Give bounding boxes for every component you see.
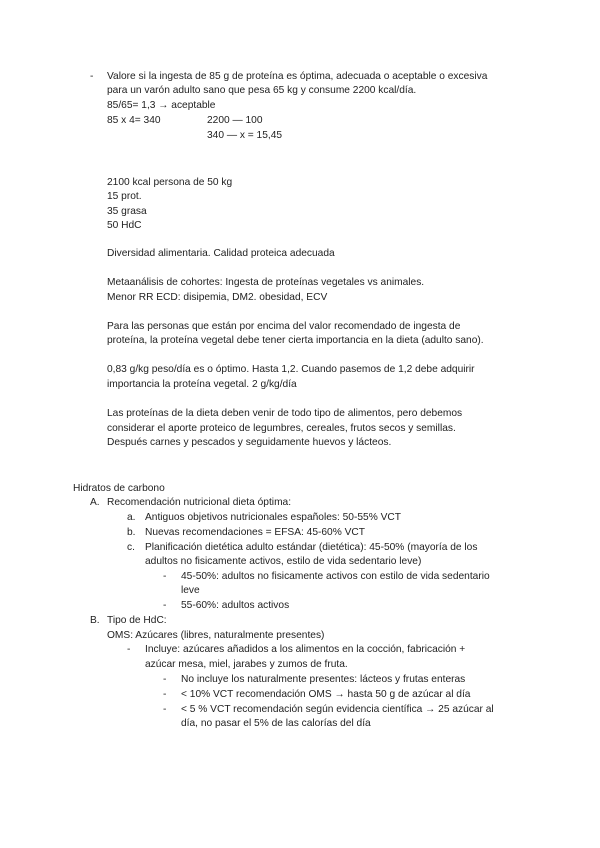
incluye-line-1: Incluye: azúcares añadidos a los alimentos en la cocción, fabricación +	[145, 644, 466, 655]
sub-item-2-text: 55-60%: adultos activos	[181, 600, 290, 611]
item-c-marker: c.	[127, 542, 135, 553]
note-2-marker: -	[163, 689, 167, 700]
paragraph-3-line-2: considerar el aporte proteico de legumbres, cereales, frutos secos y semillas.	[107, 423, 456, 434]
paragraph-1-line-1: Para las personas que están por encima del valor recomendado de ingesta de	[107, 321, 461, 332]
question-line-2: para un varón adulto sano que pesa 65 kg y consume 2200 kcal/día.	[107, 85, 417, 96]
note-2-text: < 10% VCT recomendación OMS → hasta 50 g de azúcar al día	[181, 689, 471, 700]
item-A-marker: A.	[90, 497, 100, 508]
item-c-line-1: Planificación dietética adulto estándar (dietética): 45-50% (mayoría de los	[145, 542, 478, 553]
calc-proportion: 2200 — 100	[207, 115, 263, 126]
diversity-line: Diversidad alimentaria. Calidad proteica adecuada	[107, 248, 335, 259]
item-b-text: Nuevas recomendaciones = EFSA: 45-60% VCT	[145, 527, 365, 538]
item-c-line-2: adultos no fisicamente activos, estilo de vida sedentario leve)	[145, 556, 422, 567]
paragraph-3-line-3: Después carnes y pescados y seguidamente huevos y lácteos.	[107, 437, 392, 448]
note-1-marker: -	[163, 674, 167, 685]
note-3-marker: -	[163, 704, 167, 715]
meta-line-2: Menor RR ECD: disipemia, DM2. obesidad, ECV	[107, 292, 328, 303]
oms-line: OMS: Azúcares (libres, naturalmente presentes)	[107, 630, 325, 641]
calc-protein-kcal: 85 x 4= 340	[107, 115, 161, 126]
section-heading: Hidratos de carbono	[73, 483, 165, 494]
paragraph-2-line-2: importancia la proteína vegetal. 2 g/kg/día	[107, 379, 297, 390]
sub-item-1-line-2: leve	[181, 585, 200, 596]
calc-result: 340 — x = 15,45	[207, 130, 283, 141]
hdc-line: 50 HdC	[107, 220, 142, 231]
item-b-marker: b.	[127, 527, 136, 538]
list-bullet: -	[90, 71, 94, 82]
item-B-text: Tipo de HdC:	[107, 615, 167, 626]
incluye-marker: -	[127, 644, 131, 655]
note-3-line-1: < 5 % VCT recomendación según evidencia científica → 25 azúcar al	[181, 704, 494, 715]
item-A-text: Recomendación nutricional dieta óptima:	[107, 497, 292, 508]
item-a-marker: a.	[127, 512, 136, 523]
item-B-marker: B.	[90, 615, 100, 626]
incluye-line-2: azúcar mesa, miel, jarabes y zumos de fruta.	[145, 659, 348, 670]
item-a-text: Antiguos objetivos nutricionales españoles: 50-55% VCT	[145, 512, 401, 523]
note-3-line-2: día, no pasar el 5% de las calorías del día	[181, 718, 371, 729]
paragraph-3-line-1: Las proteínas de la dieta deben venir de todo tipo de alimentos, pero debemos	[107, 408, 463, 419]
meta-line-1: Metaanálisis de cohortes: Ingesta de proteínas vegetales vs animales.	[107, 277, 425, 288]
sub-item-1-line-1: 45-50%: adultos no fisicamente activos con estilo de vida sedentario	[181, 571, 490, 582]
sub-item-2-marker: -	[163, 600, 167, 611]
kcal-line: 2100 kcal persona de 50 kg	[107, 177, 233, 188]
prot-line: 15 prot.	[107, 191, 142, 202]
sub-item-1-marker: -	[163, 571, 167, 582]
note-1-text: No incluye los naturalmente presentes: lácteos y frutas enteras	[181, 674, 466, 685]
paragraph-2-line-1: 0,83 g/kg peso/día es o óptimo. Hasta 1,2. Cuando pasemos de 1,2 debe adquirir	[107, 364, 475, 375]
calc-ratio: 85/65= 1,3 → aceptable	[107, 100, 216, 111]
question-line-1: Valore si la ingesta de 85 g de proteína es óptima, adecuada o aceptable o excesiva	[107, 71, 488, 82]
grasa-line: 35 grasa	[107, 206, 147, 217]
paragraph-1-line-2: proteína, la proteína vegetal debe tener cierta importancia en la dieta (adulto sano).	[107, 335, 484, 346]
